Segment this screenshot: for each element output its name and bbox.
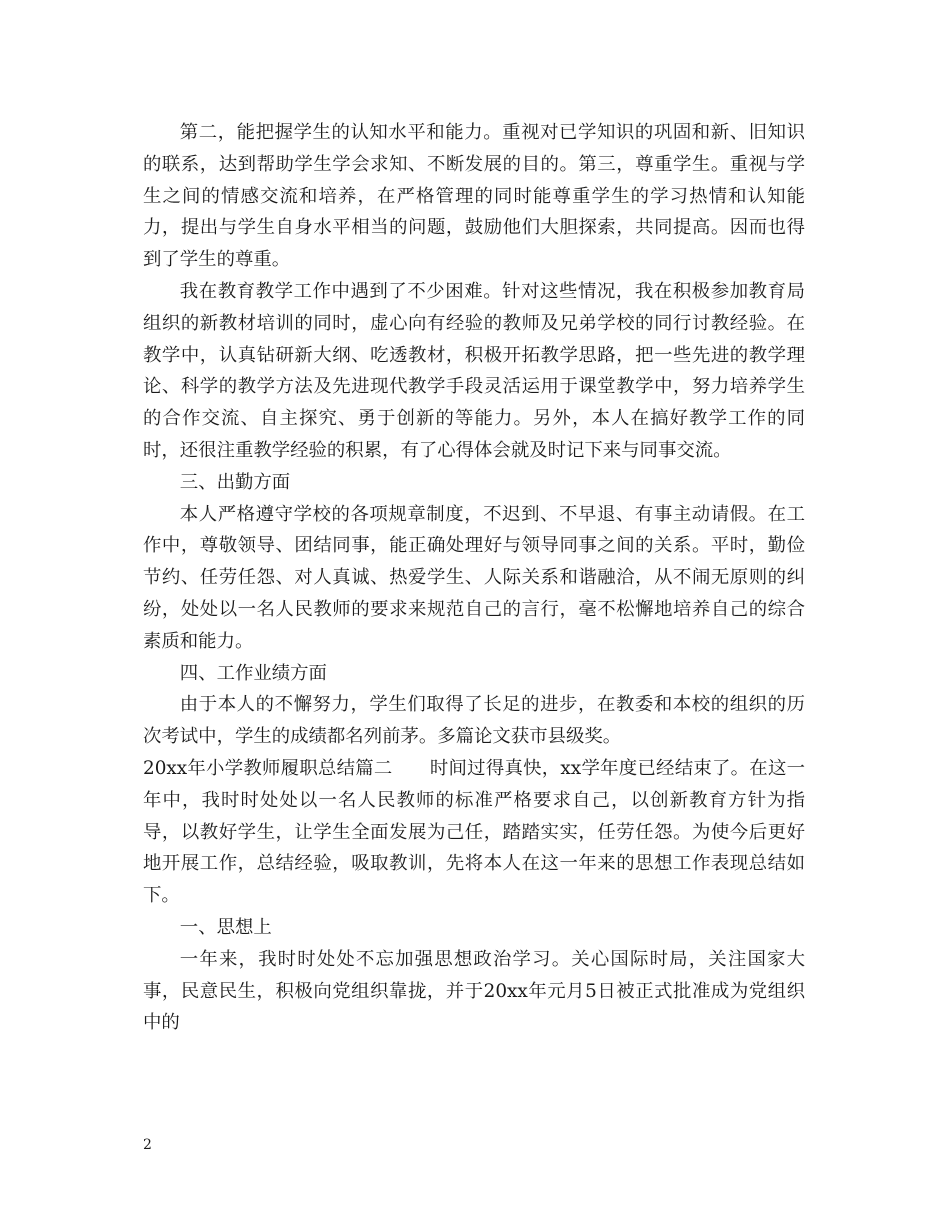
document-body [143,117,805,1039]
paragraph-teaching-methods: 第二，能把握学生的认知水平和能力。重视对已学知识的巩固和新、旧知识的联系，达到帮助学生学会求知、不断发展的目的。第三，尊重学生。重视与学生之间的情感交流和培养，在严格管理的同时能尊重学生的学习热情和认知能力，提出与学生自身水平相当的问题，鼓励他们大胆探索，共同提高。因而也得到了学生的尊重。 [143,122,805,271]
page-number: 2 [143,1137,152,1153]
section-heading-attendance: 三、出勤方面 [179,471,291,493]
paragraph-achievements: 由于本人的不懈努力，学生们取得了长足的进步，在教委和本校的组织的历次考试中，学生的成绩都名列前茅。多篇论文获市县级奖。 [143,694,805,748]
section-heading-ideology: 一、思想上 [179,916,272,938]
paragraph-teaching-difficulties: 我在教育教学工作中遇到了不少困难。针对这些情况，我在积极参加教育局组织的新教材培训的同时，虚心向有经验的教师及兄弟学校的同行讨教经验。在教学中，认真钻研新大纲、吃透教材，积极开拓教学思路，把一些先进的教学理论、科学的教学方法及先进现代教学手段灵活运用于课堂教学中，努力培养学生的合作交流、自主探究、勇于创新的等能力。另外，本人在搞好教学工作的同时，还很注重教学经验的积累，有了心得体会就及时记下来与同事交流。 [143,280,805,461]
paragraph-attendance: 本人严格遵守学校的各项规章制度，不迟到、不早退、有事主动请假。在工作中，尊敬领导、团结同事，能正确处理好与领导同事之间的关系。平时，勤俭节约、任劳任怨、对人真诚、热爱学生、人际关系和谐融洽，从不闹无原则的纠纷，处处以一名人民教师的要求来规范自己的言行，毫不松懈地培养自己的综合素质和能力。 [143,503,805,652]
section-heading-achievements: 四、工作业绩方面 [179,662,327,684]
paragraph-summary-part-two: 20xx年小学教师履职总结篇二 时间过得真快，xx学年度已经结束了。在这一年中，我时时处处以一名人民教师的标准严格要求自己，以创新教育方针为指导，以教好学生，让学生全面发展为己任，踏踏实实，任劳任怨。为使今后更好地开展工作，总结经验，吸取教训，先将本人在这一年来的思想工作表现总结如下。 [143,757,805,907]
paragraph-ideology: 一年来，我时时处处不忘加强思想政治学习。关心国际时局，关注国家大事，民意民生，积极向党组织靠拢，并于20xx年元月5日被正式批准成为党组织中的 [143,948,805,1034]
